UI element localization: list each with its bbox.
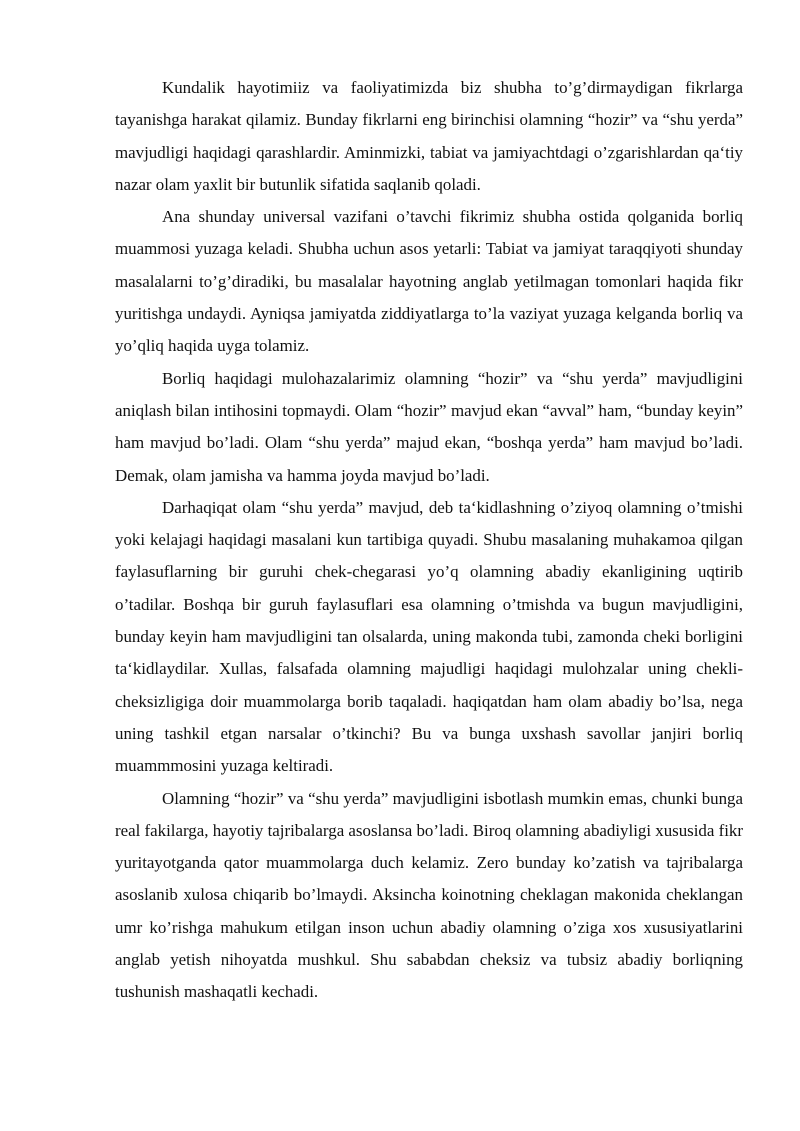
paragraph-5: Olamning “hozir” va “shu yerda” mavjudligini isbotlash mumkin emas, chunki bunga real fakilarga, hayotiy tajribalarga asoslansa bo’ladi. Biroq olamning abadiyligi xususida fikr yuritayotganda qator muammolarga duch kelamiz. Zero bunday ko’zatish va tajribalarga asoslanib xulosa chiqarib bo’lmaydi. Aksincha koinotning cheklagan makonida cheklangan umr ko’rishga mahukum etilgan inson uchun abadiy olamning o’ziga xos xususiyatlarini anglab yetish nihoyatda mushkul. Shu sababdan cheksiz va tubsiz abadiy borliqning tushunish mashaqatli kechadi. [115,788,743,1002]
document-body [115,72,743,1009]
paragraph-2: Ana shunday universal vazifani o’tavchi fikrimiz shubha ostida qolganida borliq muammosi yuzaga keladi. Shubha uchun asos yetarli: Tabiat va jamiyat taraqqiyoti shunday masalalarni to’g’diradiki, bu masalalar hayotning anglab yetilmagan tomonlari haqida fikr yuritishga undaydi. Ayniqsa jamiyatda ziddiyatlarga to’la vaziyat yuzaga kelganda borliq va yo’qliq haqida uyga tolamiz. [115,207,743,356]
paragraph-1: Kundalik hayotimiiz va faoliyatimizda biz shubha to’g’dirmaydigan fikrlarga tayanishga harakat qilamiz. Bunday fikrlarni eng birinchisi olamning “hozir” va “shu yerda” mavjudligi haqidagi qarashlardir. Aminmizki, tabiat va jamiyachtdagi o’zgarishlardan qa‘tiy nazar olam yaxlit bir butunlik sifatida saqlanib qoladi. [115,78,743,194]
paragraph-4: Darhaqiqat olam “shu yerda” mavjud, deb ta‘kidlashning o’ziyoq olamning o’tmishi yoki kelajagi haqidagi masalani kun tartibiga quyadi. Shubu masalaning muhakamoa qilgan faylasuflarning bir guruhi chek-chegarasi yo’q olamning abadiy ekanligining uqtirib o’tadilar. Boshqa bir guruh faylasuflari esa olamning o’tmishda va bugun mavjudligini, bunday keyin ham mavjudligini tan olsalarda, uning makonda tubi, zamonda cheki borligini ta‘kidlaydilar. Xullas, falsafada olamning majudligi haqidagi mulohzalar uning chekli-cheksizligiga doir muammolarga borib taqaladi. haqiqatdan ham olam abadiy bo’lsa, nega uning tashkil etgan narsalar o’tkinchi? Bu va bunga uxshash savollar janjiri borliq muammmosini yuzaga keltiradi. [115,497,743,776]
paragraph-3: Borliq haqidagi mulohazalarimiz olamning “hozir” va “shu yerda” mavjudligini aniqlash bilan intihosini topmaydi. Olam “hozir” mavjud ekan “avval” ham, “bunday keyin” ham mavjud bo’ladi. Olam “shu yerda” majud ekan, “boshqa yerda” ham mavjud bo’ladi. Demak, olam jamisha va hamma joyda mavjud bo’ladi. [115,368,743,485]
